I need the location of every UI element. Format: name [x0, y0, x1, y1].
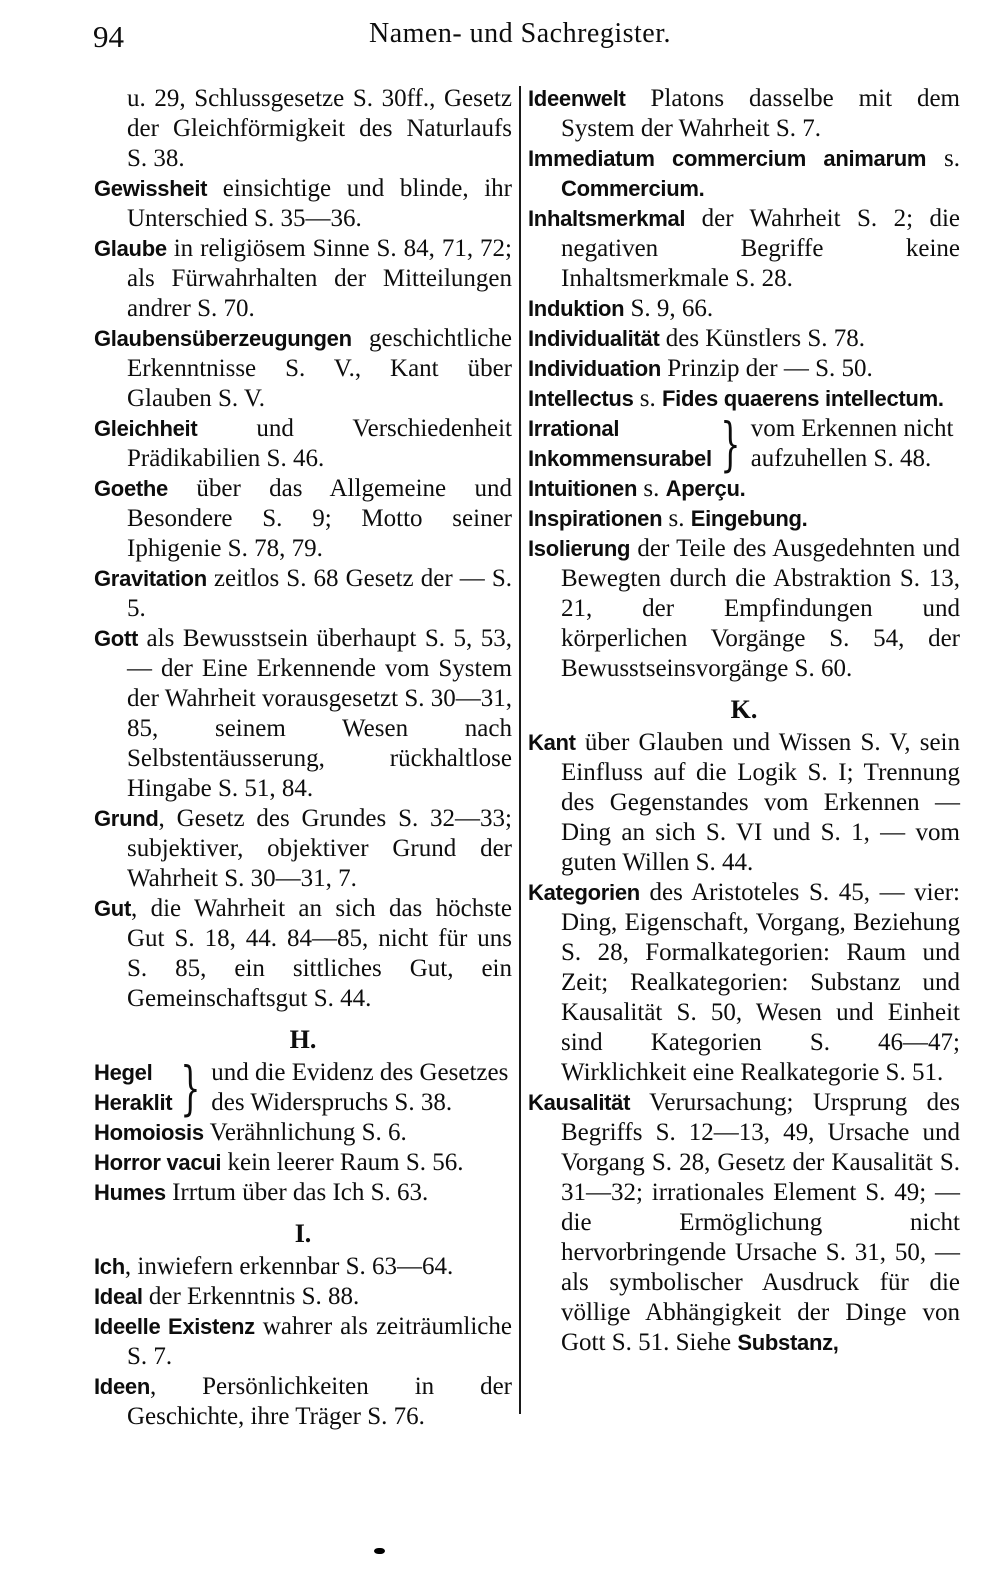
entry-headword: Gewissheit [94, 176, 208, 201]
entry-text: der Teile des Ausgedehnten und Bewegten durch die Abstraktion S. 13, 21, der Empfindungen und körperlichen Vorgänge S. 54, der Bewusstseinsvorgänge S. 60. [561, 535, 960, 682]
entry-headword: Kausalität [528, 1090, 631, 1115]
index-entry [528, 204, 960, 294]
entry-headword: Kategorien [528, 880, 640, 905]
entry-text: wahrer als zeiträumliche S. 7. [127, 1313, 512, 1370]
entry-headword: Individualität [528, 326, 660, 351]
entry-text: u. 29, Schlussgesetze S. 30ff., Gesetz der Gleichförmigkeit des Naturlaufs S. 38. [127, 85, 512, 172]
entry-text: und Verschiedenheit Prädikabilien S. 46. [127, 415, 512, 472]
entry-headword: Ideen [94, 1374, 150, 1399]
entry-text: aufzuhellen S. 48. [750, 445, 932, 472]
entry-text: des Künstlers S. 78. [659, 325, 866, 352]
entry-headword: Gott [94, 626, 139, 651]
entry-headword: Irrational [528, 416, 620, 441]
index-entry [528, 144, 960, 204]
index-entry [94, 1312, 512, 1372]
entry-headword: Substanz, [737, 1330, 839, 1355]
entry-headword: Intuitionen [528, 476, 638, 501]
index-entry [94, 1178, 512, 1208]
index-entry [94, 1118, 512, 1148]
entry-headword: Inhaltsmerkmal [528, 206, 686, 231]
entry-text: einsichtige und blinde, ihr Unterschied S. 35—36. [127, 175, 512, 232]
left-column [94, 84, 512, 1432]
brace-glyph: } [720, 410, 741, 478]
entry-text: zeitlos S. 68 Gesetz der — S. 5. [127, 565, 512, 622]
entry-text: der Wahrheit S. 2; die negativen Begriffe keine Inhaltsmerkmale S. 28. [561, 205, 960, 292]
section-heading: H. [289, 1025, 317, 1054]
entry-headword: Isolierung [528, 536, 631, 561]
entry-headword: Ideelle Existenz [94, 1314, 255, 1339]
braced-entry-group [94, 1054, 512, 1122]
index-entry [528, 384, 960, 414]
index-entry [528, 878, 960, 1088]
entry-text: und die Evidenz des Gesetzes [211, 1059, 509, 1086]
index-entry [528, 324, 960, 354]
right-column [528, 84, 960, 1358]
entry-headword: Gut [94, 896, 131, 921]
index-entry [528, 84, 960, 144]
index-entry [94, 474, 512, 564]
index-entry [94, 894, 512, 1014]
index-entry-continuation [94, 84, 512, 174]
entry-text: s. [662, 505, 691, 532]
index-entry [94, 804, 512, 894]
entry-text: des Widerspruchs S. 38. [211, 1089, 453, 1116]
entry-text: s. [926, 145, 960, 172]
braced-entry-text [211, 1058, 508, 1118]
index-entry [94, 1148, 512, 1178]
entry-text: geschichtliche Erkenntnisse S. V., Kant über Glauben S. V. [127, 325, 512, 412]
entry-headword: Immediatum commercium animarum [528, 146, 927, 171]
entry-headword: Humes [94, 1180, 166, 1205]
column-divider-rule [519, 86, 521, 1414]
index-entry [528, 1088, 960, 1358]
entry-text: , inwiefern erkennbar S. 63—64. [124, 1253, 454, 1280]
braced-headwords [528, 414, 712, 474]
index-entry [94, 564, 512, 624]
entry-text: in religiösem Sinne S. 84, 71, 72; als Fürwahrhalten der Mitteilungen andrer S. 70. [127, 235, 512, 322]
entry-text: , Gesetz des Grundes S. 32—33; subjektiver, objektiver Grund der Wahrheit S. 30—31, 7. [127, 805, 512, 892]
index-entry [528, 354, 960, 384]
entry-text: Platons dasselbe mit dem System der Wahrheit S. 7. [561, 85, 960, 142]
entry-text: des Aristoteles S. 45, — vier: Ding, Eigenschaft, Vorgang, Beziehung S. 28, Formalkategorien: Raum und Zeit; Realkategorien: Substanz und Kausalität S. 50, Wesen und Einheit sind Kategorien S. 46—47; Wirklichkeit eine Realkategorie S. 51. [561, 879, 960, 1086]
index-columns [94, 84, 960, 1432]
section-heading: I. [294, 1219, 312, 1248]
entry-text: S. 9, 66. [624, 295, 714, 322]
braced-entry-group [528, 410, 960, 478]
index-entry [528, 534, 960, 684]
entry-headword: Heraklit [94, 1090, 173, 1115]
entry-headword: Ideenwelt [528, 86, 626, 111]
index-entry [94, 414, 512, 474]
entry-headword: Ich [94, 1254, 125, 1279]
brace-glyph: } [180, 1054, 201, 1122]
entry-headword: Commercium. [561, 176, 705, 201]
entry-headword: Homoiosis [94, 1120, 204, 1145]
entry-headword: Goethe [94, 476, 168, 501]
entry-headword: Glaube [94, 236, 167, 261]
entry-text: , Persönlichkeiten in der Geschichte, ihre Träger S. 76. [127, 1373, 512, 1430]
entry-text: vom Erkennen nicht [750, 415, 954, 442]
index-entry [94, 1372, 512, 1432]
entry-text: Prinzip der — S. 50. [660, 355, 873, 382]
entry-headword: Induktion [528, 296, 625, 321]
section-heading: K. [730, 695, 758, 724]
entry-headword: Fides quaerens intellectum. [662, 386, 944, 411]
entry-headword: Gravitation [94, 566, 207, 591]
entry-headword: Aperçu. [665, 476, 746, 501]
page-number: 94 [93, 19, 124, 54]
index-entry [528, 294, 960, 324]
entry-text: s. [637, 475, 666, 502]
entry-headword: Horror vacui [94, 1150, 222, 1175]
entry-headword: Kant [528, 730, 576, 755]
running-header: Namen- und Sachregister. [368, 18, 672, 49]
entry-text: der Erkenntnis S. 88. [142, 1283, 360, 1310]
entry-headword: Glaubensüberzeugungen [94, 326, 352, 351]
index-entry [528, 504, 960, 534]
ink-speck [374, 1548, 385, 1554]
index-entry [94, 1282, 512, 1312]
entry-text: , die Wahrheit an sich das höchste Gut S. 18, 44. 84—85, nicht für uns S. 85, ein sittliches Gut, ein Gemeinschaftsgut S. 44. [127, 895, 512, 1012]
entry-headword: Grund [94, 806, 159, 831]
braced-headwords [94, 1058, 172, 1118]
entry-text: Irrtum über das Ich S. 63. [165, 1179, 429, 1206]
entry-text: über das Allgemeine und Besondere S. 9; Motto seiner Iphigenie S. 78, 79. [127, 475, 512, 562]
entry-headword: Individuation [528, 356, 661, 381]
entry-text: Verursachung; Ursprung des Begriffs S. 12—13, 49, Ursache und Vorgang S. 28, Gesetz der Kausalität S. 31—32; irrationales Element S. 49; — die Ermöglichung nicht hervorbringende Ursache S. 31, 50, — als symbolischer Ausdruck für die völlige Abhängigkeit der Dinge von Gott S. 51. Siehe [561, 1089, 960, 1356]
index-entry [94, 1252, 512, 1282]
entry-text: über Glauben und Wissen S. V, sein Einfluss auf die Logik S. I; Trennung des Gegenstandes vom Erkennen — Ding an sich S. VI und S. 1, — vom guten Willen S. 44. [561, 729, 960, 876]
braced-entry-text [751, 414, 954, 474]
entry-headword: Intellectus [528, 386, 634, 411]
index-entry [94, 624, 512, 804]
entry-headword: Inkommensurabel [528, 446, 712, 471]
index-entry [94, 234, 512, 324]
index-entry [528, 728, 960, 878]
index-entry [94, 174, 512, 234]
entry-headword: Gleichheit [94, 416, 198, 441]
entry-headword: Inspirationen [528, 506, 663, 531]
entry-text: s. [633, 385, 662, 412]
entry-headword: Ideal [94, 1284, 143, 1309]
entry-text: kein leerer Raum S. 56. [221, 1149, 464, 1176]
entry-headword: Eingebung. [690, 506, 808, 531]
entry-headword: Hegel [94, 1060, 153, 1085]
entry-text: als Bewusstsein überhaupt S. 5, 53, — der Eine Erkennende vom System der Wahrheit vorausgesetzt S. 30—31, 85, seinem Wesen nach Selbstentäusserung, rückhaltlose Hingabe S. 51, 84. [127, 625, 512, 802]
index-entry [94, 324, 512, 414]
index-entry [528, 474, 960, 504]
entry-text: Verähnlichung S. 6. [203, 1119, 407, 1146]
